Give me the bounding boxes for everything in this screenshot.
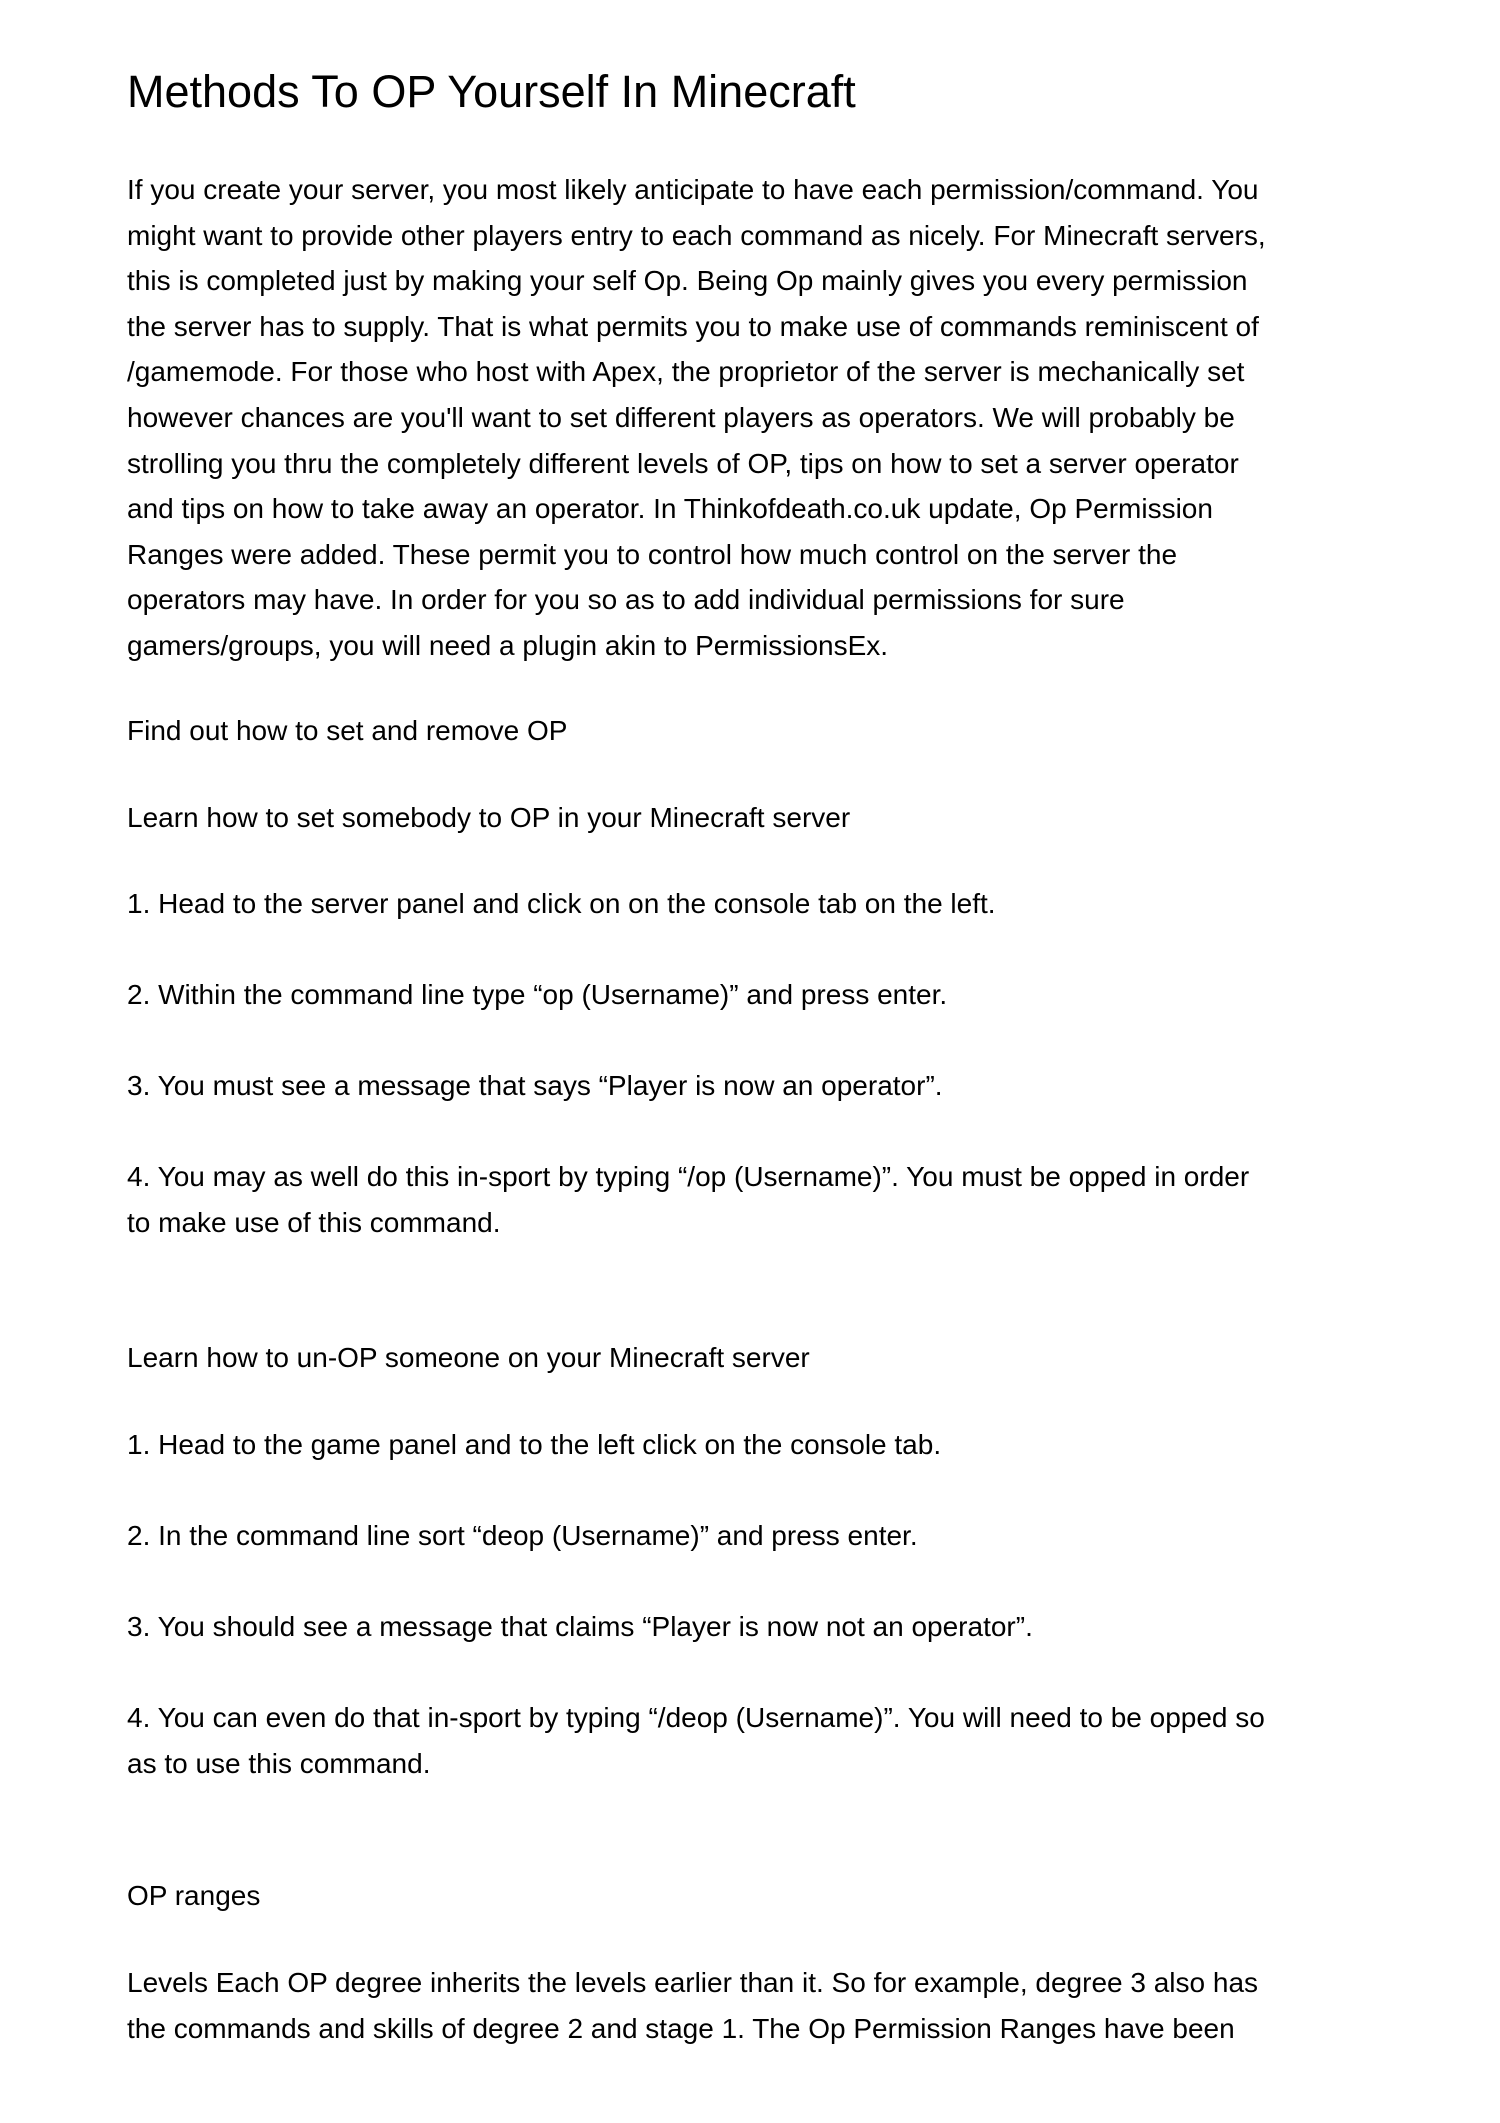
step-line: 2. Within the command line type “op (Username)” and press enter. [127, 979, 948, 1010]
set-op-heading [127, 795, 1387, 841]
intro-line: the server has to supply. That is what permits you to make use of commands reminiscent of [127, 310, 1259, 342]
step-line: 4. You may as well do this in-sport by typing “/op (Username)”. You must be opped in order [127, 1161, 1250, 1192]
intro-line: however chances are you'll want to set different players as operators. We will probably be [127, 401, 1235, 433]
set-op-heading-text: Learn how to set somebody to OP in your Minecraft server [127, 802, 851, 833]
intro-line: gamers/groups, you will need a plugin akin to PermissionsEx. [127, 629, 889, 661]
remove-op-heading [127, 1335, 1387, 1381]
step-line: 4. You can even do that in-sport by typing “/deop (Username)”. You will need to be opped so [127, 1702, 1265, 1733]
intro-line: might want to provide other players entry to each command as nicely. For Minecraft servers, [127, 219, 1266, 251]
step-line: 2. In the command line sort “deop (Username)” and press enter. [127, 1520, 918, 1551]
remove-op-step-2 [127, 1513, 1387, 1559]
set-op-step-4 [127, 1154, 1387, 1245]
section-find-out [127, 708, 1387, 754]
intro-line: If you create your server, you most likely anticipate to have each permission/command. You [127, 174, 1259, 205]
intro-paragraph [127, 167, 1387, 669]
set-op-step-3 [127, 1063, 1387, 1109]
remove-op-step-4 [127, 1695, 1387, 1786]
intro-line: /gamemode. For those who host with Apex, the proprietor of the server is mechanically set [127, 356, 1245, 388]
step-line: 3. You should see a message that claims “Player is now not an operator”. [127, 1611, 1033, 1642]
intro-line: strolling you thru the completely different levels of OP, tips on how to set a server operator [127, 447, 1239, 479]
step-line: as to use this command. [127, 1747, 431, 1779]
set-op-step-1 [127, 881, 1387, 927]
intro-line: operators may have. In order for you so as to add individual permissions for sure [127, 584, 1125, 616]
step-line: 3. You must see a message that says “Player is now an operator”. [127, 1070, 943, 1101]
remove-op-heading-text: Learn how to un-OP someone on your Minecraft server [127, 1342, 810, 1373]
op-ranges-line: the commands and skills of degree 2 and stage 1. The Op Permission Ranges have been [127, 2012, 1235, 2044]
intro-line: Ranges were added. These permit you to control how much control on the server the [127, 538, 1178, 570]
op-ranges-paragraph [127, 1960, 1387, 2051]
op-ranges-line: Levels Each OP degree inherits the levels earlier than it. So for example, degree 3 also has [127, 1967, 1259, 1998]
page-title: Methods To OP Yourself In Minecraft [127, 66, 856, 117]
step-line: 1. Head to the game panel and to the left click on the console tab. [127, 1429, 942, 1460]
intro-line: this is completed just by making your self Op. Being Op mainly gives you every permission [127, 265, 1248, 297]
op-ranges-heading [127, 1873, 1387, 1919]
set-op-step-2 [127, 972, 1387, 1018]
op-ranges-heading-text: OP ranges [127, 1880, 261, 1911]
section-find-out-text: Find out how to set and remove OP [127, 715, 568, 746]
step-line: 1. Head to the server panel and click on on the console tab on the left. [127, 888, 996, 919]
remove-op-step-1 [127, 1422, 1387, 1468]
step-line: to make use of this command. [127, 1206, 501, 1238]
intro-line: and tips on how to take away an operator. In Thinkofdeath.co.uk update, Op Permission [127, 493, 1213, 525]
remove-op-step-3 [127, 1604, 1387, 1650]
